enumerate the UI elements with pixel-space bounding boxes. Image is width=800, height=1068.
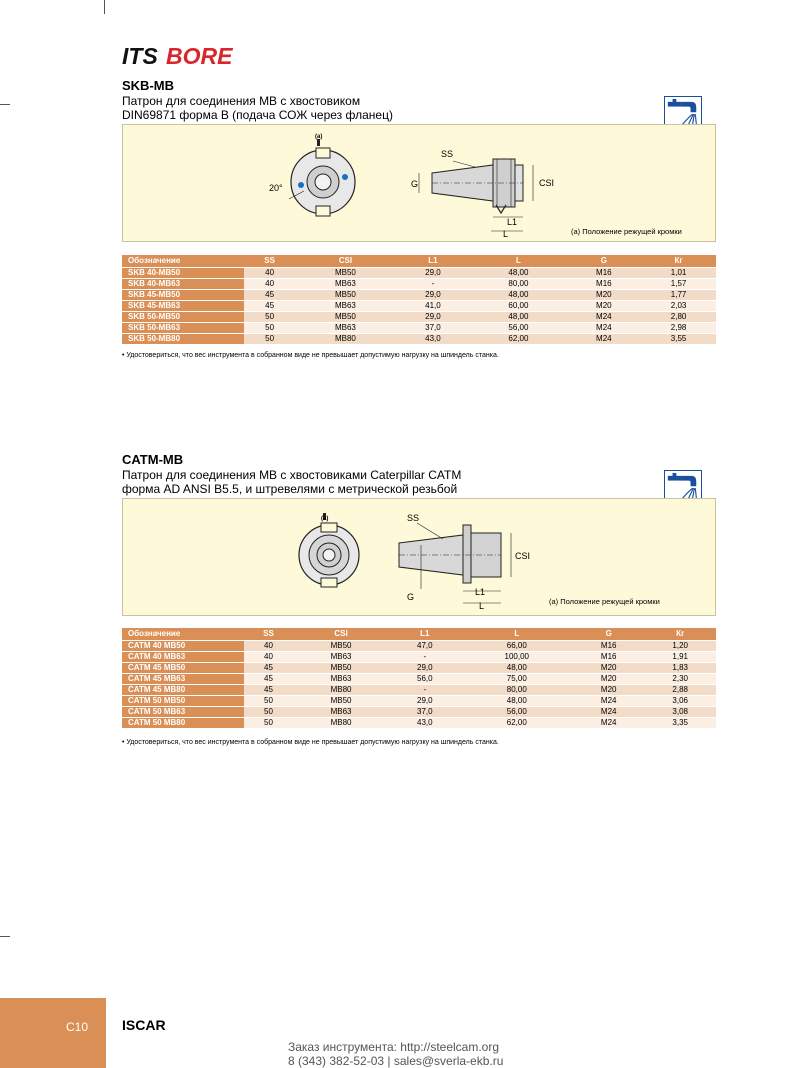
table-row	[122, 662, 716, 673]
cell: 48,00	[470, 289, 566, 300]
cell: 45	[244, 289, 295, 300]
header-kg: Кг	[641, 255, 716, 267]
table-row	[122, 267, 716, 278]
cell: 3,35	[644, 717, 716, 728]
dim-g-label: G	[407, 592, 415, 602]
table-row	[122, 300, 716, 311]
brand-name: ISCAR	[122, 1017, 166, 1033]
description-line: DIN69871 форма B (подача СОЖ через фланец)	[122, 108, 393, 122]
cell: MB50	[293, 662, 389, 673]
header-l1: L1	[389, 628, 461, 640]
cell: 29,0	[389, 695, 461, 706]
table-row	[122, 706, 716, 717]
cell: 29,0	[389, 662, 461, 673]
technical-drawing	[123, 125, 717, 243]
cell: M16	[566, 278, 641, 289]
section-description	[122, 468, 461, 496]
cell: MB63	[295, 300, 395, 311]
cell: 37,0	[396, 322, 471, 333]
cell: 1,01	[641, 267, 716, 278]
description-line: Патрон для соединения МВ с хвостовиками Caterpillar CATM	[122, 468, 462, 482]
table-row	[122, 289, 716, 300]
cell: M16	[573, 651, 644, 662]
table-row	[122, 673, 716, 684]
cell: CATM 45 MB80	[122, 684, 244, 695]
cell: MB50	[295, 311, 395, 322]
cell: 43,0	[389, 717, 461, 728]
spec-table	[122, 628, 716, 729]
cell: 62,00	[470, 333, 566, 344]
cell: 43,0	[396, 333, 471, 344]
cell: -	[389, 684, 461, 695]
logo-text-its: ITS	[122, 44, 158, 68]
cell: 45	[244, 673, 293, 684]
cell: 29,0	[396, 289, 471, 300]
table-row	[122, 333, 716, 344]
dim-l-label: L	[503, 229, 509, 239]
cell: MB63	[293, 673, 389, 684]
cell: MB63	[293, 651, 389, 662]
cell: 41,0	[396, 300, 471, 311]
table-header-row	[122, 628, 716, 640]
cell: 100,00	[461, 651, 573, 662]
cell: 80,00	[461, 684, 573, 695]
spec-table	[122, 255, 716, 345]
cell: SKB 45-MB50	[122, 289, 244, 300]
cell: 48,00	[461, 695, 573, 706]
cell: 3,08	[644, 706, 716, 717]
cell: SKB 45-MB63	[122, 300, 244, 311]
cell: MB50	[293, 695, 389, 706]
page-number: C10	[66, 1020, 89, 1034]
cell: 37,0	[389, 706, 461, 717]
cell: 50	[244, 333, 295, 344]
header-g: G	[566, 255, 641, 267]
logo-text-bore: BORE	[166, 44, 233, 68]
cell: 56,00	[461, 706, 573, 717]
cell: M24	[566, 311, 641, 322]
cell: 1,83	[644, 662, 716, 673]
cell: M20	[573, 673, 644, 684]
dim-l1-label: L1	[475, 587, 486, 597]
header-csi: CSI	[293, 628, 389, 640]
cell: 40	[244, 267, 295, 278]
label-a: (а)	[315, 134, 323, 140]
header-ss: SS	[244, 628, 293, 640]
dim-ss-label: SS	[407, 513, 420, 523]
cell: 50	[244, 706, 293, 717]
cell: MB63	[295, 322, 395, 333]
cell: 48,00	[461, 662, 573, 673]
table-row	[122, 278, 716, 289]
table-row	[122, 717, 716, 728]
cell: -	[396, 278, 471, 289]
cell: MB80	[293, 717, 389, 728]
cell: M16	[573, 640, 644, 651]
dim-l1-label: L1	[507, 217, 518, 227]
cell: 3,55	[641, 333, 716, 344]
cell: 47,0	[389, 640, 461, 651]
header-g: G	[573, 628, 644, 640]
cell: SKB 50-MB63	[122, 322, 244, 333]
cell: M20	[566, 289, 641, 300]
contact-line[interactable]: 8 (343) 382-52-03 | sales@sverla-ekb.ru	[288, 1054, 504, 1068]
header-csi: CSI	[295, 255, 395, 267]
cell: 50	[244, 695, 293, 706]
cell: 40	[244, 651, 293, 662]
cell: MB80	[293, 684, 389, 695]
cell: MB50	[293, 640, 389, 651]
table-row	[122, 640, 716, 651]
cell: M24	[566, 333, 641, 344]
cell: 50	[244, 322, 295, 333]
cell: 1,77	[641, 289, 716, 300]
section-title: CATM-MB	[122, 452, 184, 467]
dim-csi-label: CSI	[515, 551, 531, 561]
cell: 2,30	[644, 673, 716, 684]
section-description	[122, 94, 393, 122]
header-designation: Обозначение	[122, 628, 244, 640]
contact-info	[288, 1040, 503, 1068]
cell: MB63	[295, 278, 395, 289]
cell: 50	[244, 717, 293, 728]
table-row	[122, 311, 716, 322]
cell: 29,0	[396, 311, 471, 322]
cutting-edge-note: (а) Положение режущей кромки	[571, 227, 682, 236]
footnote: • Удостовериться, что вес инструмента в собранном виде не превышает допустимую нагрузку на шпиндель станка.	[122, 352, 499, 359]
dim-ss-label: SS	[441, 149, 454, 159]
crop-mark	[0, 104, 10, 105]
itsbore-logo	[122, 44, 246, 68]
crop-mark	[0, 936, 10, 937]
cell: MB80	[295, 333, 395, 344]
cell: 48,00	[470, 311, 566, 322]
cell: SKB 40-MB63	[122, 278, 244, 289]
order-link-text[interactable]: Заказ инструмента: http://steelcam.org	[288, 1040, 500, 1054]
cutting-edge-note: (а) Положение режущей кромки	[549, 597, 660, 606]
cell: M24	[566, 322, 641, 333]
label-a: (а)	[321, 516, 329, 522]
cell: 45	[244, 684, 293, 695]
crop-mark	[104, 0, 105, 14]
table-row	[122, 651, 716, 662]
cell: 1,57	[641, 278, 716, 289]
technical-drawing-box	[122, 124, 716, 242]
dim-csi-label: CSI	[539, 178, 555, 188]
cell: SKB 50-MB50	[122, 311, 244, 322]
cell: M16	[566, 267, 641, 278]
angle-label: 20°	[269, 183, 283, 193]
cell: 29,0	[396, 267, 471, 278]
cell: CATM 50 MB80	[122, 717, 244, 728]
header-l: L	[470, 255, 566, 267]
technical-drawing-box	[122, 498, 716, 616]
cell: M24	[573, 717, 644, 728]
cell: 56,00	[470, 322, 566, 333]
header-designation: Обозначение	[122, 255, 244, 267]
cell: 40	[244, 278, 295, 289]
header-l: L	[461, 628, 573, 640]
cell: -	[389, 651, 461, 662]
cell: 75,00	[461, 673, 573, 684]
cell: MB63	[293, 706, 389, 717]
footnote: • Удостовериться, что вес инструмента в собранном виде не превышает допустимую нагрузку на шпиндель станка.	[122, 739, 499, 746]
section-title: SKB-MB	[122, 78, 174, 93]
cell: CATM 45 MB50	[122, 662, 244, 673]
description-line: Патрон для соединения МВ с хвостовиком	[122, 94, 361, 108]
header-l1: L1	[396, 255, 471, 267]
cell: MB50	[295, 289, 395, 300]
cell: SKB 50-MB80	[122, 333, 244, 344]
description-line: форма AD ANSI B5.5, и штревелями с метрической резьбой	[122, 482, 458, 496]
dim-g-label: G	[411, 179, 419, 189]
cell: 80,00	[470, 278, 566, 289]
table-row	[122, 695, 716, 706]
dim-l-label: L	[479, 601, 485, 611]
header-kg: Кг	[644, 628, 716, 640]
cell: 2,98	[641, 322, 716, 333]
cell: 48,00	[470, 267, 566, 278]
cell: 3,06	[644, 695, 716, 706]
page-corner-bar	[0, 998, 106, 1068]
header-ss: SS	[244, 255, 295, 267]
cell: 45	[244, 300, 295, 311]
cell: 45	[244, 662, 293, 673]
cell: CATM 50 MB63	[122, 706, 244, 717]
table-header-row	[122, 255, 716, 267]
cell: 66,00	[461, 640, 573, 651]
cell: MB50	[295, 267, 395, 278]
cell: M24	[573, 695, 644, 706]
cell: M20	[573, 684, 644, 695]
cell: 50	[244, 311, 295, 322]
table-row	[122, 322, 716, 333]
cell: M20	[566, 300, 641, 311]
cell: 2,80	[641, 311, 716, 322]
cell: CATM 40 MB63	[122, 651, 244, 662]
cell: CATM 40 MB50	[122, 640, 244, 651]
cell: 60,00	[470, 300, 566, 311]
cell: 56,0	[389, 673, 461, 684]
cell: CATM 50 MB50	[122, 695, 244, 706]
cell: 2,88	[644, 684, 716, 695]
cell: 62,00	[461, 717, 573, 728]
cell: 40	[244, 640, 293, 651]
cell: 1,91	[644, 651, 716, 662]
cell: SKB 40-MB50	[122, 267, 244, 278]
cell: 1,20	[644, 640, 716, 651]
cell: 2,03	[641, 300, 716, 311]
cell: CATM 45 MB63	[122, 673, 244, 684]
cell: M24	[573, 706, 644, 717]
table-row	[122, 684, 716, 695]
cell: M20	[573, 662, 644, 673]
